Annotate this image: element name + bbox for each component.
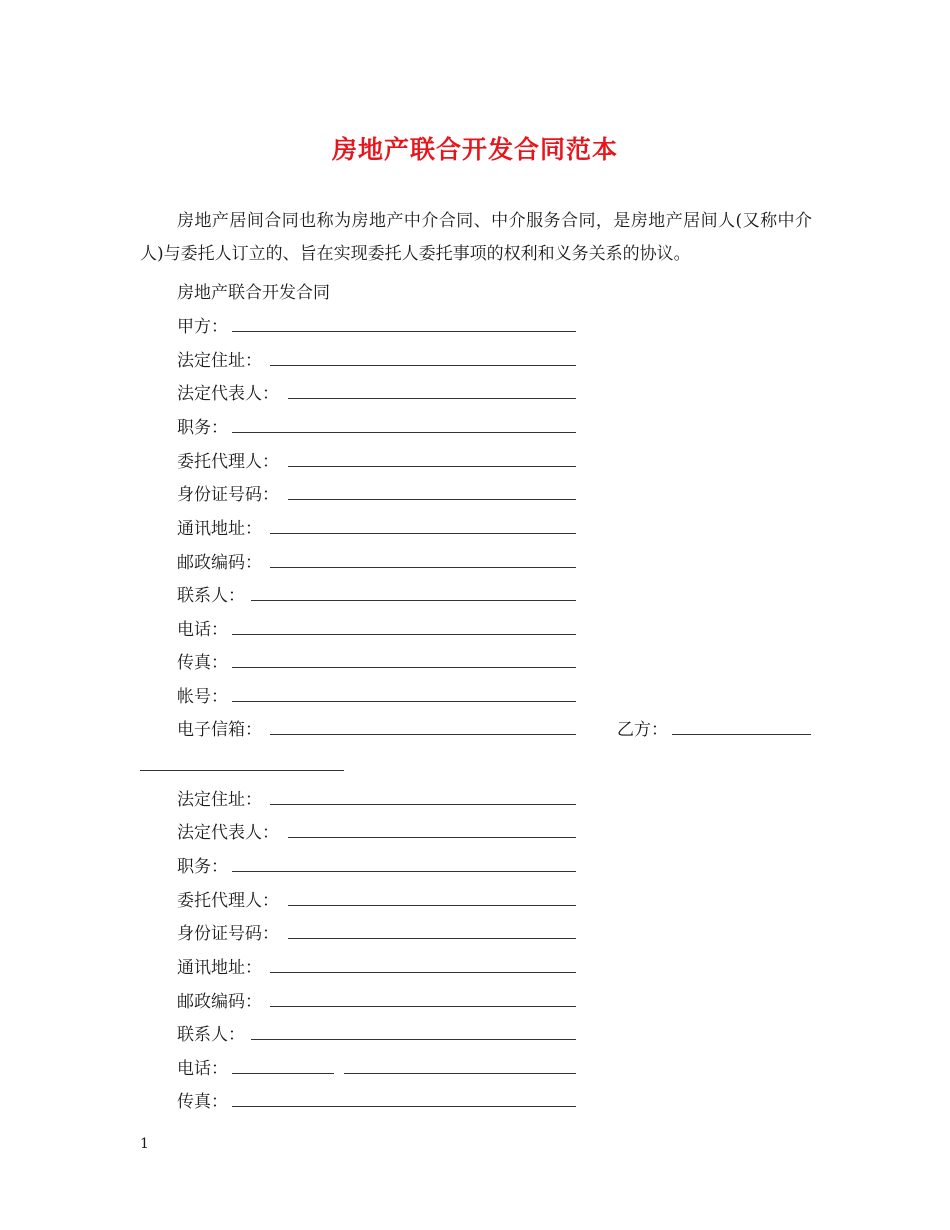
document-title: 房地产联合开发合同范本 xyxy=(331,135,618,164)
party-a-postcode-label: 邮政编码： xyxy=(177,553,262,573)
party-b-mail-address-label: 通讯地址： xyxy=(177,958,262,978)
contract-subheading: 房地产联合开发合同 xyxy=(177,283,330,303)
party-b-fax-blank[interactable] xyxy=(232,1106,576,1107)
party-a-agent-blank[interactable] xyxy=(288,466,576,467)
party-b-agent-blank[interactable] xyxy=(288,905,576,906)
party-b-phone-label: 电话： xyxy=(177,1059,228,1079)
party-a-account-blank[interactable] xyxy=(232,701,576,702)
party-b-postcode-blank[interactable] xyxy=(270,1006,576,1007)
party-b-phone-blank-1[interactable] xyxy=(232,1073,334,1074)
party-a-blank[interactable] xyxy=(232,331,576,332)
party-b-id-label: 身份证号码： xyxy=(177,924,279,944)
party-b-contact-label: 联系人： xyxy=(177,1025,245,1045)
party-b-postcode-label: 邮政编码： xyxy=(177,992,262,1012)
party-a-postcode-blank[interactable] xyxy=(270,567,576,568)
party-a-contact-label: 联系人： xyxy=(177,586,245,606)
party-b-address-blank[interactable] xyxy=(270,804,576,805)
party-b-blank-continued[interactable] xyxy=(140,770,344,771)
intro-paragraph: 房地产居间合同也称为房地产中介合同、中介服务合同，是房地产居间人(又称中介人)与委托人订立的、旨在实现委托人委托事项的权利和义务关系的协议。 xyxy=(140,211,812,264)
party-a-id-blank[interactable] xyxy=(288,499,576,500)
party-a-fax-blank[interactable] xyxy=(232,667,576,668)
party-a-agent-label: 委托代理人： xyxy=(177,452,279,472)
party-a-fax-label: 传真： xyxy=(177,653,228,673)
party-a-phone-label: 电话： xyxy=(177,620,228,640)
party-a-representative-label: 法定代表人： xyxy=(177,384,279,404)
party-b-label: 乙方： xyxy=(617,720,668,740)
party-a-contact-blank[interactable] xyxy=(251,600,576,601)
party-b-position-blank[interactable] xyxy=(232,871,576,872)
party-a-address-label: 法定住址： xyxy=(177,351,262,371)
party-b-representative-label: 法定代表人： xyxy=(177,823,279,843)
party-a-position-blank[interactable] xyxy=(232,432,576,433)
party-a-representative-blank[interactable] xyxy=(288,398,576,399)
party-a-mail-address-blank[interactable] xyxy=(270,533,576,534)
party-b-mail-address-blank[interactable] xyxy=(270,972,576,973)
page-number: 1 xyxy=(140,1136,149,1152)
party-a-address-blank[interactable] xyxy=(270,365,576,366)
party-b-position-label: 职务： xyxy=(177,857,228,877)
party-b-representative-blank[interactable] xyxy=(288,837,576,838)
party-a-mail-address-label: 通讯地址： xyxy=(177,519,262,539)
party-b-fax-label: 传真： xyxy=(177,1092,228,1112)
party-b-blank[interactable] xyxy=(672,734,811,735)
party-a-label: 甲方： xyxy=(177,317,228,337)
party-a-phone-blank[interactable] xyxy=(232,634,576,635)
party-b-phone-blank-2[interactable] xyxy=(344,1073,576,1074)
party-a-account-label: 帐号： xyxy=(177,687,228,707)
party-b-agent-label: 委托代理人： xyxy=(177,891,279,911)
party-b-id-blank[interactable] xyxy=(288,938,576,939)
party-a-position-label: 职务： xyxy=(177,418,228,438)
party-a-email-label: 电子信箱： xyxy=(177,720,262,740)
party-a-email-blank[interactable] xyxy=(270,734,576,735)
party-b-address-label: 法定住址： xyxy=(177,790,262,810)
party-a-id-label: 身份证号码： xyxy=(177,485,279,505)
party-b-contact-blank[interactable] xyxy=(251,1039,576,1040)
